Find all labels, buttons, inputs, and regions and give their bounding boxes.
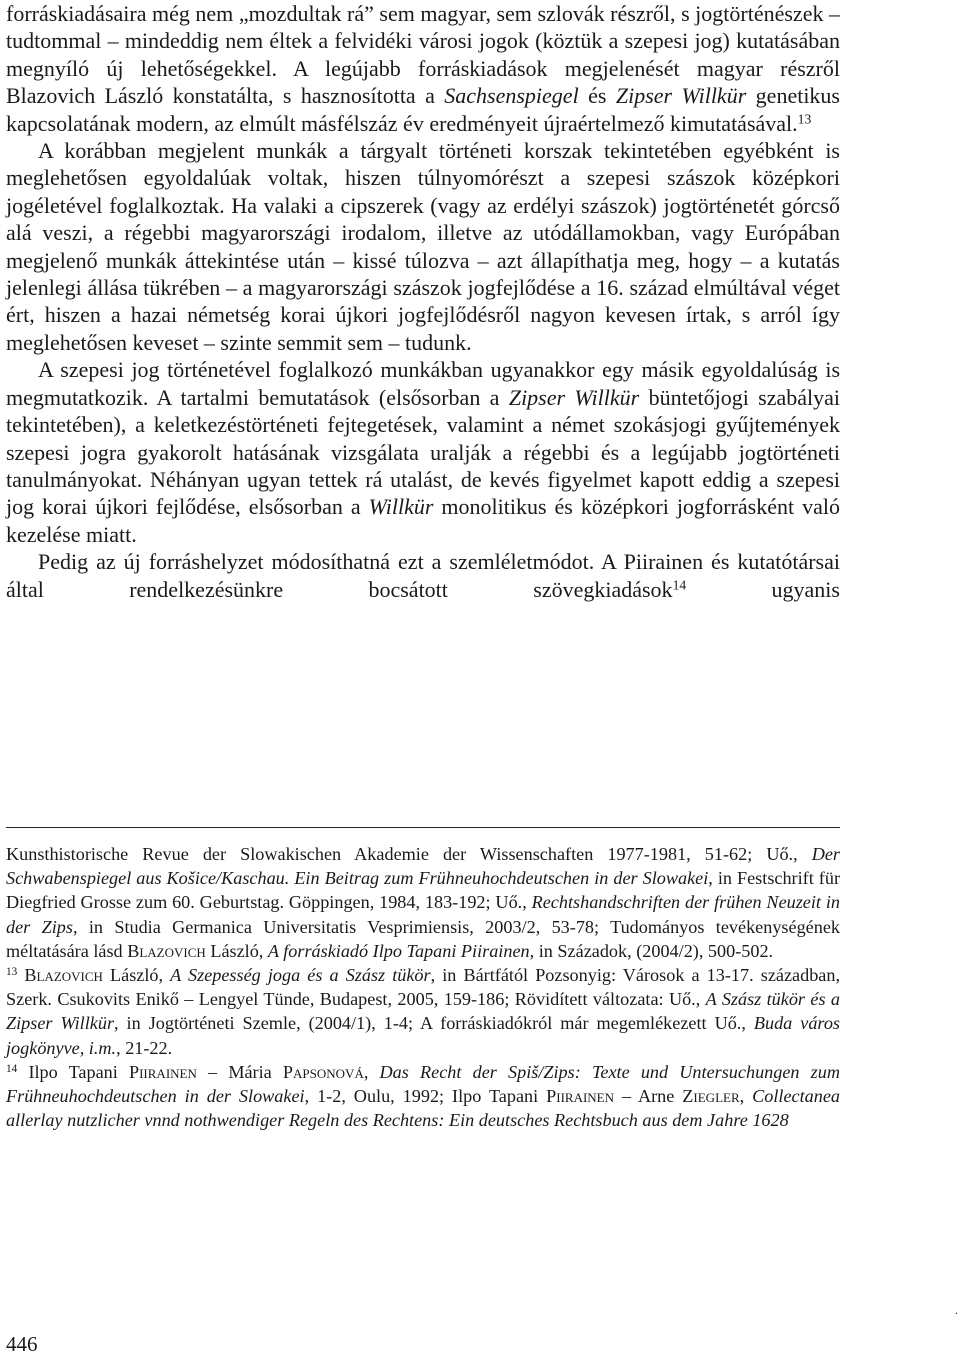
author-name: Piirainen <box>128 1061 197 1082</box>
footnotes <box>6 842 840 1132</box>
text-run: László, <box>102 965 171 986</box>
author-name: Blazovich <box>24 965 103 986</box>
author-name: Ziegler <box>682 1086 740 1107</box>
scan-dot: . <box>955 1303 958 1317</box>
italic-title: Das Recht der Spiš/Zips: Texte und Untersuchungen zum Frühneuhochdeutschen in der Slowakei <box>6 1061 840 1107</box>
italic-title: Zipser Willkür <box>615 83 747 109</box>
italic-title: Buda város jogkönyve, i.m. <box>6 1013 840 1058</box>
text-run: A szepesi jog történetével foglalkozó munkákban ugyanakkor egy másik egyoldalúság is megmutatkozik. A tartalmi bemutatások (elsősorban a <box>6 357 840 410</box>
text-run: , <box>739 1086 753 1107</box>
author-name: Blazovich <box>127 940 206 961</box>
text-run: büntetőjogi szabályai tekintetében), a keletkezéstörténeti fejtegetések, valamint a német szokásjogi gyűjtemények szepesi jogra gyakorolt hatásának vizsgálata uralják a régebbi és a legújabb jogtörténeti tanulmányokat. Néhányan ugyan tettek rá utalást, de kevés figyelmet kapott eddig a szepesi jog korai újkori fejlődése, elsősorban a <box>6 384 841 520</box>
main-text <box>6 0 840 603</box>
footnote-number: 14 <box>6 1062 18 1075</box>
text-run: genetikus kapcsolatának modern, az elmúlt másfélszáz év eredményeit újraértelmező kimutatásával. <box>6 83 840 136</box>
author-name: Papsonová <box>282 1061 364 1082</box>
text-run: monolitikus és középkori jogforrásként való kezelése miatt. <box>6 494 840 547</box>
italic-title: Sachsenspiegel <box>444 83 579 109</box>
footnote-12-continued <box>6 842 840 963</box>
text-run: , in Studia Germanica Universitatis Vesprimiensis, 2003/2, 53-78; Tudományos tevékenységének méltatására lásd <box>6 916 840 961</box>
text-run: , 1-2, Oulu, 1992; Ilpo Tapani <box>304 1086 547 1107</box>
paragraph-2: A korábban megjelent munkák a tárgyalt történeti korszak tekintetében egyébként is meglehetősen egyoldalúak voltak, hiszen túlnyomórészt a szepesi szászok középkori jogéletével foglalkoztak. Ha valaki a cipszerek (vagy az erdélyi szászok) jogtörténetét górcső alá veszi, a régebbi magyarországi irodalom, illetve az utódállamokban, vagy Európában megjelenő munkák áttekintése után – kissé túlozva – azt állapíthatja meg, hogy – a kutatás jelenlegi állása tükrében – a magyarországi szászok jogfejlődése a 16. század elmúltával véget ért, hiszen a hazai németség korai újkori jogfejlődésről nagyon kevesen írtak, s arról így meglehetősen keveset – szinte semmit sem – tudunk. <box>6 138 840 355</box>
paragraph-3 <box>6 356 840 548</box>
footnote-ref-14[interactable]: 14 <box>672 577 687 593</box>
text-run: – Arne <box>614 1086 683 1107</box>
paragraph-1 <box>6 0 840 137</box>
text-run: Ilpo Tapani <box>28 1061 129 1082</box>
italic-title: A Szász tükör és a Zipser Willkür <box>6 989 841 1034</box>
text-run: László, <box>205 940 268 961</box>
text-run: és <box>578 83 616 109</box>
italic-title: Willkür <box>368 494 434 520</box>
footnote-14 <box>6 1060 840 1133</box>
text-run: , in Jogtörténeti Szemle, (2004/1), 1-4; A forráskiadókról már megemlékezett Uő., <box>114 1013 754 1034</box>
text-run: ugyanis <box>686 576 840 602</box>
text-run: Pedig az új forráshelyzet módosíthatná ezt a szemléletmódot. A Piirainen és kutatótársai által rendelkezésünkre bocsátott szövegkiadások <box>6 549 840 602</box>
text-run: , <box>363 1061 380 1082</box>
text-run: – Mária <box>196 1061 283 1082</box>
italic-title: Rechtshandschriften der frühen Neuzeit in der Zips <box>6 892 840 937</box>
footnote-13 <box>6 963 840 1060</box>
page-number: 446 <box>6 1332 38 1356</box>
text-run: , in Festschrift für Diegfried Grosse zum 60. Geburtstag. Göppingen, 1984, 183-192; Uő., <box>6 868 840 913</box>
italic-title: A forráskiadó Ilpo Tapani Piirainen <box>267 940 530 961</box>
footnote-separator <box>6 827 840 828</box>
footnote-number: 13 <box>6 965 18 978</box>
text-run: , in Századok, (2004/2), 500-502. <box>529 940 774 961</box>
text-run: , 21-22. <box>116 1037 173 1058</box>
italic-title: Der Schwabenspiegel aus Košice/Kaschau. Ein Beitrag zum Frühneuhochdeutschen in der Slowakei <box>6 844 840 889</box>
text-run: forráskiadásaira még nem „mozdultak rá” sem magyar, sem szlovák részről, s jogtörténészek – tudtommal – mindeddig nem éltek a felvidéki városi jogok (köztük a szepesi jog) kutatásában megnyíló új lehetőségekkel. A legújabb forráskiadások megjelenését magyar részről Blazovich László konstatálta, s hasznosította a <box>6 1 840 109</box>
text-run: , in Bártfától Pozsonyig: Városok a 13-17. században, Szerk. Csukovits Enikő – Lengyel Tünde, Budapest, 2005, 159-186; Rövidített változata: Uő., <box>6 965 841 1010</box>
paragraph-4 <box>6 548 840 603</box>
author-name: Piirainen <box>546 1086 615 1107</box>
text-run: Kunsthistorische Revue der Slowakischen Akademie der Wissenschaften 1977-1981, 51-62; Uő., <box>6 844 812 864</box>
italic-title: Collectanea allerlay nutzlicher vnnd nothwendiger Regeln des Rechtens: Ein deutsches Rechtsbuch aus dem Jahre 1628 <box>6 1086 841 1131</box>
italic-title: A Szepesség joga és a Szász tükör <box>170 965 431 986</box>
footnote-ref-13[interactable]: 13 <box>797 111 812 127</box>
italic-title: Zipser Willkür <box>508 384 640 410</box>
